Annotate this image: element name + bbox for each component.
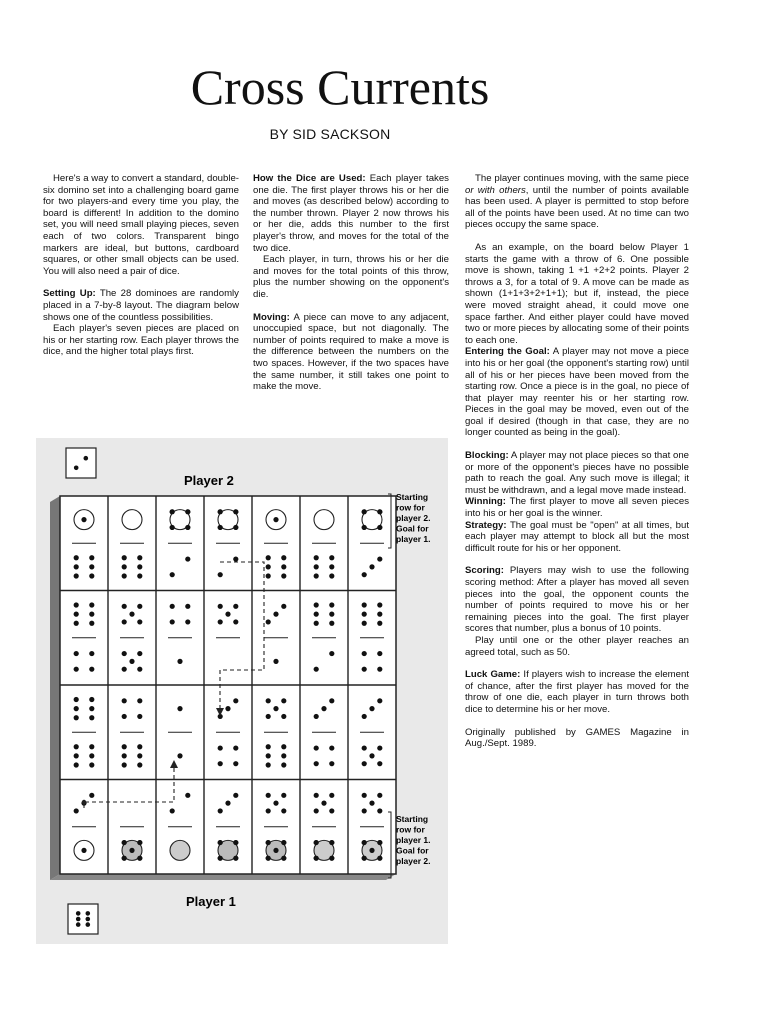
die-pip (86, 922, 91, 927)
domino-pip (122, 698, 127, 703)
domino-pip (170, 572, 175, 577)
dice-heading: How the Dice are Used: (253, 173, 366, 184)
domino-pip (314, 745, 319, 750)
domino-pip (377, 793, 382, 798)
domino-pip (218, 509, 223, 514)
domino-pip (218, 856, 223, 861)
domino-pip (273, 706, 278, 711)
domino-pip (225, 612, 230, 617)
domino-pip (89, 667, 94, 672)
intro-paragraph: Here's a way to convert a standard, double-six domino set into a challenging board game for two players-and every time you play, the board is different! In addition to the domino set, you will need small playing pieces, seven each of two colors. Transparent bingo markers are ideal, but buttons, cardboard squares, or other small objects can be used. You will also need a pair of dice. (43, 173, 239, 277)
domino-pip (377, 602, 382, 607)
byline: BY SID SACKSON (269, 126, 391, 142)
player1-label: Player 1 (186, 894, 236, 909)
luck-heading: Luck Game: (465, 669, 521, 681)
domino-pip (329, 621, 334, 626)
domino-pip (377, 761, 382, 766)
domino-pip (281, 793, 286, 798)
winning-paragraph: Winning: The first player to move all seven pieces into his or her goal is the winner. (465, 496, 689, 520)
domino-pip (74, 555, 79, 560)
domino-pip (233, 619, 238, 624)
domino-pip (218, 619, 223, 624)
domino-pip (329, 573, 334, 578)
dice-paragraph-2: Each player, in turn, throws his or her die and moves for the total points of this throw, plus the number showing on the opponent's die. (253, 254, 449, 300)
domino-pip (266, 573, 271, 578)
domino-pip (314, 808, 319, 813)
domino-pip (74, 667, 79, 672)
domino-pip (177, 659, 182, 664)
domino-pip (177, 753, 182, 758)
domino-pip (314, 840, 319, 845)
domino-pip (314, 573, 319, 578)
winning-heading: Winning: (465, 496, 506, 508)
domino-pip (122, 564, 127, 569)
domino-pip (362, 793, 367, 798)
domino-pip (137, 619, 142, 624)
domino-board-diagram (36, 438, 448, 944)
die-pip (76, 922, 81, 927)
domino-pip (266, 744, 271, 749)
domino-pip (281, 698, 286, 703)
strategy-heading: Strategy: (465, 519, 507, 531)
note-line: player 2. (396, 856, 431, 866)
domino-pip (362, 745, 367, 750)
domino-pip (185, 793, 190, 798)
setup-paragraph (43, 288, 239, 323)
domino-pip (137, 651, 142, 656)
domino-pip (362, 572, 367, 577)
domino-pip (137, 698, 142, 703)
domino-pip (170, 509, 175, 514)
text-column-3 (465, 173, 689, 750)
die-pip (84, 456, 89, 461)
domino-pip (137, 714, 142, 719)
domino-pip (362, 840, 367, 845)
continue-paragraph: The player continues moving, with the same piece or with others, until the number of points available has been used. A player is permitted to stop before all of the points have been used. At no time can two pieces occupy the same space. (465, 173, 689, 231)
domino-pip (369, 801, 374, 806)
domino-pip (329, 808, 334, 813)
domino-pip (281, 604, 286, 609)
domino-pip (74, 651, 79, 656)
domino-pip (137, 840, 142, 845)
domino-pip (89, 762, 94, 767)
domino-pip (81, 848, 86, 853)
domino-pip (369, 753, 374, 758)
domino-pip (74, 706, 79, 711)
goal-paragraph: Entering the Goal: A player may not move a piece into his or her goal (the opponent's starting row) until all of his or her pieces have been moved from the starting row. Once a piece is in the goal, no piece of that player may reenter his or her starting row. Pieces in the goal may be moved, even out of the goal if desired (though in that case, they are no longer counted as being in the goal). (465, 346, 689, 439)
luck-paragraph: Luck Game: If players wish to increase the element of chance, after the first player has moved for the throw of one die, each player in turn throws both dice to determine his or her move. (465, 669, 689, 715)
domino-pip (81, 517, 86, 522)
setup-paragraph-2: Each player's seven pieces are placed on his or her starting row. Each player throws the dice, and the higher total plays first. (43, 323, 239, 358)
domino-pip (233, 604, 238, 609)
domino-pip (377, 856, 382, 861)
domino-pip (233, 556, 238, 561)
domino-pip (266, 856, 271, 861)
domino-pip (362, 612, 367, 617)
domino-pip (377, 840, 382, 845)
domino-pip (129, 848, 134, 853)
note-line: Starting (396, 492, 429, 502)
domino-pip (329, 698, 334, 703)
domino-pip (273, 848, 278, 853)
domino-pip (329, 761, 334, 766)
domino-pip (225, 801, 230, 806)
board-left-edge (50, 496, 60, 880)
domino-pip (74, 621, 79, 626)
domino-pip (89, 621, 94, 626)
domino-pip (170, 525, 175, 530)
domino-pip (362, 761, 367, 766)
domino-pip (137, 744, 142, 749)
moving-heading: Moving: (253, 311, 290, 323)
domino-pip (314, 612, 319, 617)
game-piece (170, 840, 190, 860)
domino-pip (273, 612, 278, 617)
domino-pip (362, 856, 367, 861)
domino-pip (369, 564, 374, 569)
domino-pip (122, 744, 127, 749)
domino-pip (362, 714, 367, 719)
domino-pip (89, 793, 94, 798)
domino-pip (89, 564, 94, 569)
domino-pip (314, 555, 319, 560)
domino-pip (218, 745, 223, 750)
domino-pip (329, 840, 334, 845)
strategy-paragraph: Strategy: The goal must be "open" at all times, but each player may attempt to block all but the most difficult route for his or her opponent. (465, 519, 689, 554)
domino-pip (137, 667, 142, 672)
italic-phrase: or with others (465, 184, 526, 196)
domino-pip (170, 808, 175, 813)
domino-pip (122, 840, 127, 845)
domino-pip (233, 745, 238, 750)
domino-pip (377, 651, 382, 656)
top-die (66, 448, 96, 478)
domino-pip (89, 602, 94, 607)
domino-pip (362, 667, 367, 672)
domino-pip (74, 762, 79, 767)
domino-pip (122, 604, 127, 609)
domino-pip (218, 808, 223, 813)
domino-pip (233, 793, 238, 798)
domino-pip (266, 619, 271, 624)
domino-pip (362, 808, 367, 813)
article-title: Cross Currents (190, 59, 490, 115)
top-note-text (396, 492, 431, 544)
scoring-paragraph: Scoring: Players may wish to use the following scoring method: After a player has moved all seven pieces into the goal, the opponent counts the number of points required to move his or her remaining pieces into the goal. The first player scores that number, plus a bonus of 10 points. (465, 565, 689, 635)
note-line: row for (396, 824, 425, 835)
domino-pip (233, 856, 238, 861)
text-column-1 (43, 173, 239, 358)
domino-pip (377, 556, 382, 561)
domino-pip (281, 573, 286, 578)
domino-pip (377, 621, 382, 626)
domino-pip (74, 602, 79, 607)
text-column-2 (253, 173, 449, 393)
domino-pip (185, 556, 190, 561)
player2-label: Player 2 (184, 473, 234, 488)
domino-pip (314, 761, 319, 766)
domino-pip (266, 753, 271, 758)
domino-pip (233, 840, 238, 845)
die-pip (86, 911, 91, 916)
domino-pip (89, 706, 94, 711)
publication-note: Originally published by GAMES Magazine in Aug./Sept. 1989. (465, 726, 689, 750)
domino-pip (314, 602, 319, 607)
domino-pip (185, 525, 190, 530)
domino-pip (218, 604, 223, 609)
domino-pip (266, 555, 271, 560)
domino-pip (329, 651, 334, 656)
domino-pip (74, 715, 79, 720)
domino-pip (218, 525, 223, 530)
die-pip (74, 466, 79, 471)
setup-heading: Setting Up: (43, 288, 96, 300)
domino-pip (170, 604, 175, 609)
goal-heading: Entering the Goal: (465, 346, 550, 358)
blocking-heading: Blocking: (465, 450, 509, 462)
domino-pip (185, 619, 190, 624)
domino-pip (314, 621, 319, 626)
domino-pip (89, 744, 94, 749)
domino-pip (281, 856, 286, 861)
domino-pip (369, 848, 374, 853)
domino-pip (329, 612, 334, 617)
scoring-heading: Scoring: (465, 565, 504, 577)
domino-pip (74, 753, 79, 758)
domino-pip (137, 564, 142, 569)
domino-pip (266, 793, 271, 798)
domino-pip (369, 706, 374, 711)
domino-pip (122, 573, 127, 578)
note-line: Goal for (396, 845, 429, 856)
domino-pip (89, 651, 94, 656)
domino-pip (273, 517, 278, 522)
domino-pip (89, 573, 94, 578)
domino-pip (89, 715, 94, 720)
domino-pip (185, 604, 190, 609)
note-line: row for (396, 502, 425, 513)
domino-pip (281, 714, 286, 719)
domino-pip (122, 651, 127, 656)
domino-pip (122, 714, 127, 719)
domino-pip (377, 745, 382, 750)
domino-pip (266, 714, 271, 719)
domino-pip (321, 706, 326, 711)
domino-pip (281, 753, 286, 758)
domino-pip (281, 555, 286, 560)
domino-pip (122, 555, 127, 560)
game-piece (314, 510, 334, 530)
domino-pip (129, 659, 134, 664)
domino-pip (377, 612, 382, 617)
domino-pip (74, 744, 79, 749)
domino-pip (314, 793, 319, 798)
domino-pip (218, 761, 223, 766)
domino-pip (218, 840, 223, 845)
domino-pip (314, 856, 319, 861)
die-pip (86, 917, 91, 922)
domino-pip (225, 706, 230, 711)
domino-pip (329, 564, 334, 569)
die-pip (76, 911, 81, 916)
die-pip (76, 917, 81, 922)
bottom-die (68, 904, 98, 934)
domino-pip (266, 564, 271, 569)
domino-pip (137, 555, 142, 560)
scoring-paragraph-2: Play until one or the other player reaches an agreed total, such as 50. (465, 634, 689, 658)
domino-pip (362, 509, 367, 514)
domino-pip (74, 612, 79, 617)
note-line: Starting (396, 814, 429, 824)
domino-pip (89, 555, 94, 560)
domino-pip (281, 762, 286, 767)
domino-pip (74, 697, 79, 702)
domino-pip (377, 525, 382, 530)
domino-pip (362, 651, 367, 656)
domino-pip (377, 667, 382, 672)
setup-text: The 28 dominoes are randomly placed in a 7-by-8 layout. The diagram below shows one of the countless possibilities. (43, 288, 239, 323)
domino-pip (362, 621, 367, 626)
domino-pip (281, 808, 286, 813)
domino-pip (137, 604, 142, 609)
domino-pip (273, 801, 278, 806)
domino-pip (266, 762, 271, 767)
note-line: Goal for (396, 523, 429, 534)
domino-pip (89, 612, 94, 617)
domino-pip (266, 698, 271, 703)
domino-pip (74, 573, 79, 578)
moving-paragraph (253, 312, 449, 393)
domino-pip (281, 744, 286, 749)
player1-path-start (82, 800, 86, 804)
domino-pip (314, 714, 319, 719)
domino-pip (122, 762, 127, 767)
domino-pip (329, 555, 334, 560)
domino-pip (266, 808, 271, 813)
domino-pip (281, 840, 286, 845)
domino-pip (233, 525, 238, 530)
game-piece (122, 510, 142, 530)
domino-pip (137, 856, 142, 861)
bottom-note-text (396, 814, 431, 866)
domino-pip (122, 667, 127, 672)
domino-pip (314, 564, 319, 569)
domino-pip (362, 602, 367, 607)
domino-pip (377, 808, 382, 813)
domino-pip (281, 564, 286, 569)
note-line: player 1. (396, 534, 431, 544)
domino-pip (122, 753, 127, 758)
domino-pip (218, 572, 223, 577)
domino-pip (233, 698, 238, 703)
domino-pip (122, 619, 127, 624)
domino-pip (321, 801, 326, 806)
domino-pip (329, 745, 334, 750)
board-svg (36, 438, 448, 944)
bottom-die-face (68, 904, 98, 934)
domino-pip (329, 856, 334, 861)
domino-pip (185, 509, 190, 514)
domino-pip (362, 525, 367, 530)
dice-text: Each player takes one die. The first player throws his or her die and moves (as described below) according to the number thrown. Player 2 now throws his or her die, adds this number to the first player's throw, and moves for the total of the two dice. (253, 173, 449, 254)
domino-pip (314, 667, 319, 672)
domino-pip (74, 808, 79, 813)
note-line: player 2. (396, 513, 431, 523)
domino-pip (89, 697, 94, 702)
domino-pip (233, 509, 238, 514)
moving-text: A piece can move to any adjacent, unoccupied space, but not diagonally. The number of points required to make a move is the difference between the numbers on the two spaces. However, if the two spaces have the same number, it still takes one point to make the move. (253, 311, 449, 393)
board-bottom-edge (50, 874, 396, 880)
domino-pip (377, 698, 382, 703)
domino-pip (177, 706, 182, 711)
domino-pip (137, 762, 142, 767)
example-paragraph: As an example, on the board below Player 1 starts the game with a throw of 6. One possible move is shown, taking 1 +1 +2+2 points. Player 2 throws a 3, for a total of 9. A move can be made as shown (1+1+3+2+1+1); but if, instead, the piece were moved straight ahead, it could move one space farther. And either player could have moved two or more pieces by allocating some of their points to each one. (465, 241, 689, 346)
domino-pip (329, 793, 334, 798)
dice-paragraph (253, 173, 449, 254)
note-line: player 1. (396, 835, 431, 845)
domino-pip (266, 840, 271, 845)
domino-pip (137, 573, 142, 578)
domino-pip (377, 509, 382, 514)
domino-pip (74, 564, 79, 569)
domino-pip (122, 856, 127, 861)
top-die-face (66, 448, 96, 478)
domino-pip (273, 659, 278, 664)
domino-pip (233, 761, 238, 766)
domino-pip (129, 612, 134, 617)
domino-pip (137, 753, 142, 758)
domino-pip (170, 619, 175, 624)
domino-pip (329, 602, 334, 607)
blocking-paragraph: Blocking: A player may not place pieces so that one or more of the opponent's pieces have no possible path to reach the goal. Any such move is illegal; it must be withdrawn, and a legal move made instead. (465, 450, 689, 496)
domino-pip (89, 753, 94, 758)
